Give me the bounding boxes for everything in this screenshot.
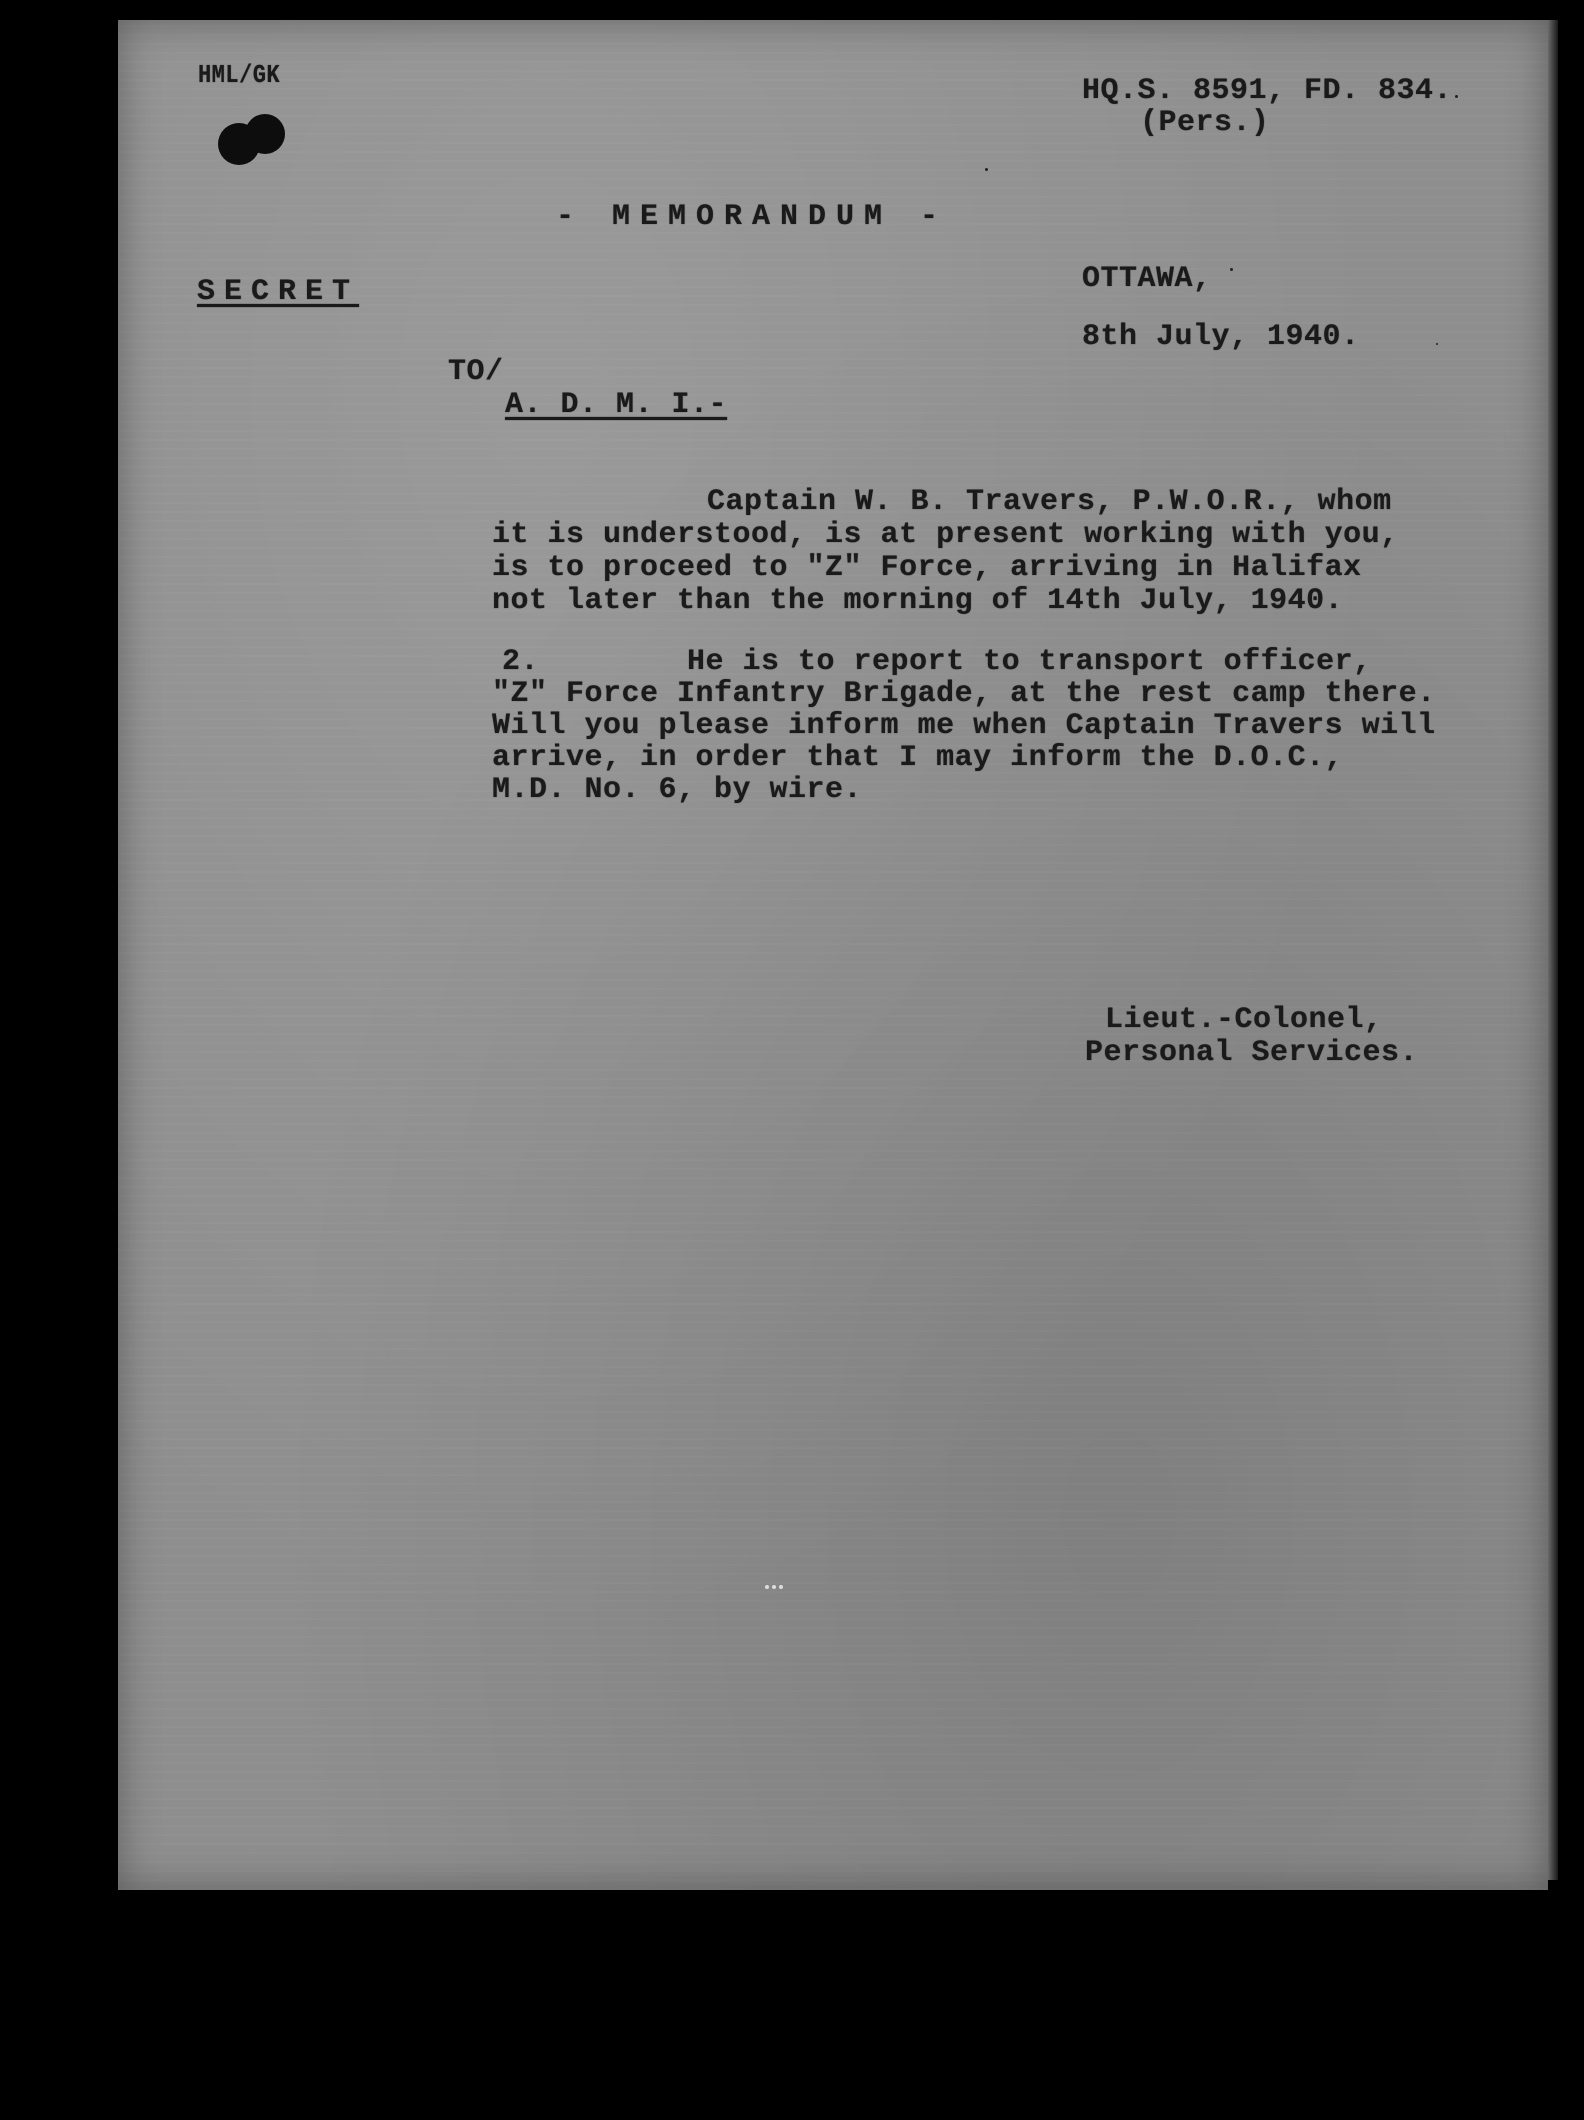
recipient: A. D. M. I.- [505, 388, 728, 422]
page-edge-shadow [1548, 20, 1558, 1880]
memo-title: - MEMORANDUM - [556, 200, 949, 234]
paragraph-1-line-3: is to proceed to "Z" Force, arriving in Halifax [492, 551, 1362, 585]
paragraph-1-line-2: it is understood, is at present working with you, [492, 518, 1399, 552]
paper-speck [1436, 343, 1438, 345]
paper-speck [1455, 95, 1458, 98]
bottom-marks [764, 1584, 784, 1590]
reference-initials: HML/GK [198, 60, 281, 90]
paragraph-2-line-2: "Z" Force Infantry Brigade, at the rest camp there. [492, 677, 1436, 711]
paper-speck [1230, 268, 1233, 271]
paragraph-2-line-1: 2. He is to report to transport officer, [502, 645, 1372, 679]
paper-speck [985, 168, 988, 171]
to-label: TO/ [448, 355, 504, 389]
paragraph-2-line-5: M.D. No. 6, by wire. [492, 773, 863, 807]
signature-unit: Personal Services. [1085, 1036, 1419, 1070]
classification-label: SECRET [197, 275, 360, 309]
file-reference-subtitle: (Pers.) [1140, 106, 1270, 140]
file-reference: HQ.S. 8591, FD. 834. [1082, 74, 1453, 108]
paragraph-1-line-4: not later than the morning of 14th July, 1940. [492, 584, 1344, 618]
ink-blot-mark [215, 110, 295, 168]
place-of-issue: OTTAWA, [1082, 262, 1212, 296]
paragraph-2-line-4: arrive, in order that I may inform the D.O.C., [492, 741, 1344, 775]
paragraph-2-line-3: Will you please inform me when Captain Travers will [492, 709, 1436, 743]
paragraph-1-line-1: Captain W. B. Travers, P.W.O.R., whom [707, 485, 1392, 519]
memo-date: 8th July, 1940. [1082, 320, 1360, 354]
signature-rank: Lieut.-Colonel, [1105, 1003, 1383, 1037]
